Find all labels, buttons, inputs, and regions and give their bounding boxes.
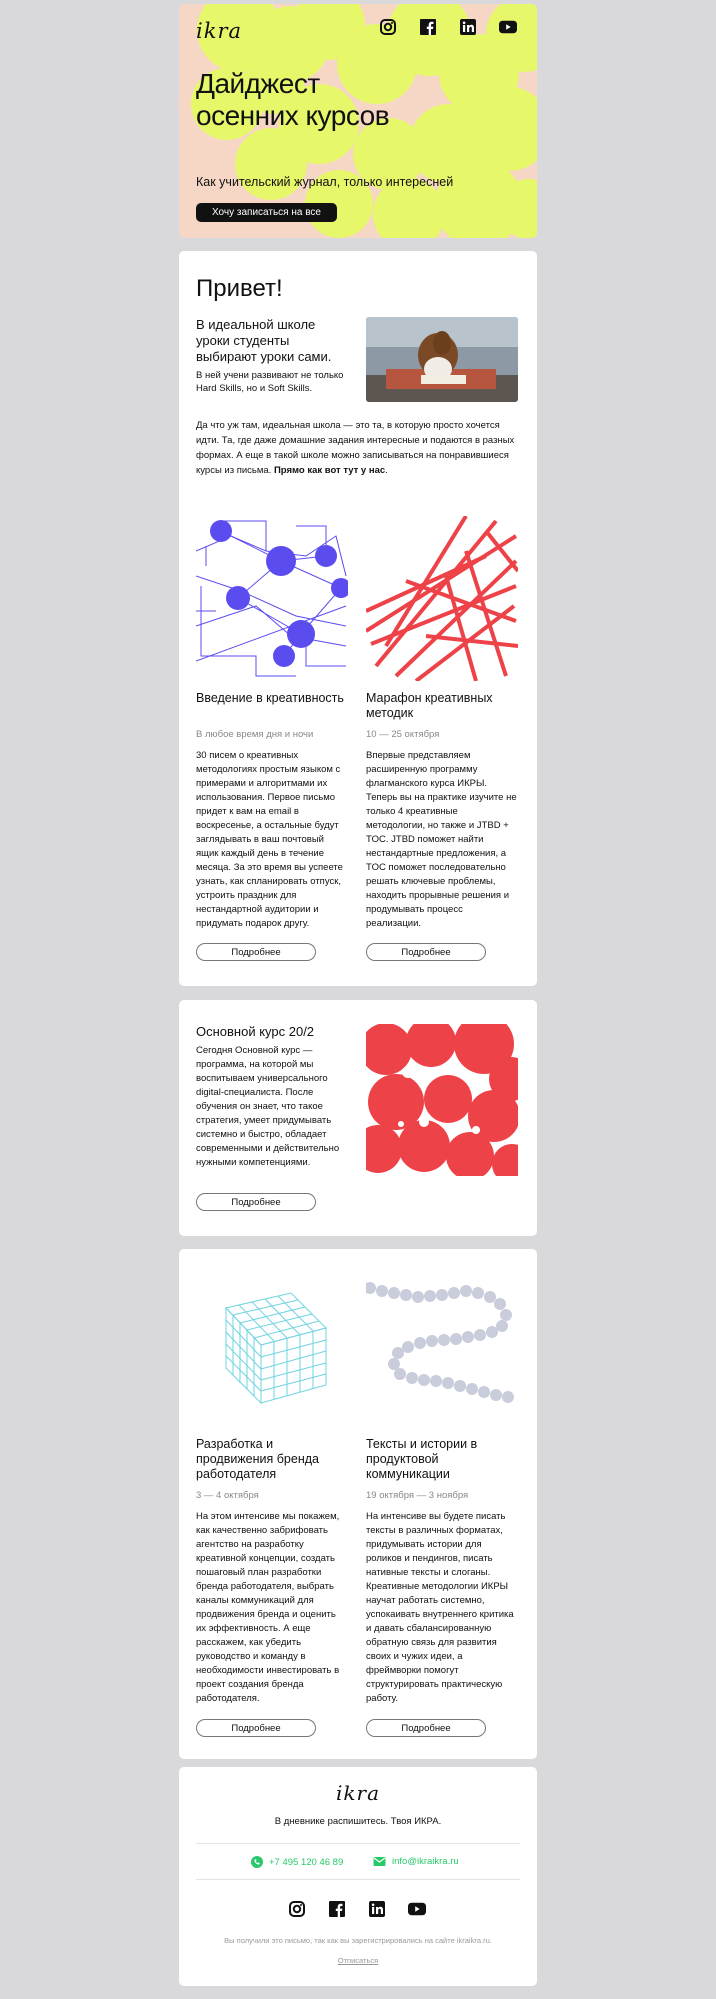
signup-all-button[interactable]: Хочу записаться на все [196,203,337,222]
greeting: Привет! [196,275,283,302]
unsubscribe-link[interactable]: Отписаться [337,1956,379,1965]
footer-logo[interactable]: ikra [336,1781,380,1805]
footer-email[interactable] [373,1856,459,1867]
intro-paragraph [196,418,520,478]
linkedin-icon[interactable] [368,1900,386,1918]
cube-illustration [196,1273,348,1413]
youtube-icon[interactable] [499,18,517,36]
red-lines-illustration [366,516,518,681]
intro-lead-sub: В ней учени развивают не только Hard Skills, но и Soft Skills. [196,370,344,394]
courses-card-2 [179,1249,537,1759]
intro-paragraph-end: . [385,465,388,476]
course-date-marathon: 10 — 25 октября [366,729,440,740]
hero-title: Дайджест осенних курсов [196,68,390,131]
course-title-marathon: Марафон креативных методик [366,691,493,720]
footer-social [288,1900,426,1918]
main-course-text: Сегодня Основной курс — программа, на которой мы воспитываем универсального digital-специалиста. После обучения он знает, что такое стратегия, умеет придумывать системно и быстро, обладает современными и действительно нужными компетенциями. [196,1045,340,1168]
course-date-creativity: В любое время дня и ночи [196,729,314,740]
facebook-icon[interactable] [328,1900,346,1918]
main-course-title: Основной курс 20/2 [196,1024,315,1039]
footer-phone-text: +7 495 120 46 89 [269,1856,344,1868]
footer-card [179,1767,537,1986]
hero-banner [179,4,537,238]
footer-email-text: info@ikraikra.ru [392,1856,459,1867]
linkedin-icon[interactable] [459,18,477,36]
more-button-marathon[interactable]: Подробнее [366,943,486,961]
intro-lead: В идеальной школе уроки студенты выбирают уроки сами. [196,317,332,364]
course-text-employer-brand: На этом интенсиве мы покажем, как качественно забрифовать агентство на разработку креативной концепции, создать пошаговый план разработки бренда работодателя, выбрать каналы коммуникаций для продвижения бренда и оценить их эффективность. А еще расскажем, как убедить руководство и команду в необходимости инвестировать в проект создания бренда работодателя. [196,1511,340,1704]
instagram-icon[interactable] [288,1900,306,1918]
instagram-icon[interactable] [379,18,397,36]
more-button-main-course[interactable]: Подробнее [196,1193,316,1211]
hero-social [379,18,517,36]
more-button-texts[interactable]: Подробнее [366,1719,486,1737]
phone-icon [251,1856,263,1868]
course-date-texts: 19 октября — 3 ноября [366,1490,469,1501]
mail-icon [373,1856,386,1867]
intro-card [179,251,537,986]
intro-paragraph-text: Да что уж там, идеальная школа — это та, в которую просто хочется идти. Та, где даже домашние задания интересные и подаются в разных формах. А еще в такой школе можно записываться на понравившиеся курсы из письма. [196,420,515,476]
footer-divider-top [196,1843,520,1844]
red-circles-illustration [366,1024,518,1176]
dog-photo [366,317,518,402]
more-button-creativity[interactable]: Подробнее [196,943,316,961]
footer-tagline: В дневнике распишитесь. Твоя ИКРА. [274,1816,442,1827]
intro-paragraph-bold: Прямо как вот тут у нас [273,465,386,476]
footer-divider-bottom [196,1879,520,1880]
course-text-marathon: Впервые представляем расширенную программу флагманского курса ИКРЫ. Теперь вы на практике изучите не только 4 креативные методологии, но также и JTBD + TOC. JTBD поможет найти нестандартные предложения, а TOC поможет последовательно решать ключевые проблемы, находить прорывные решения и продумывать процесс реализации. [366,750,517,929]
course-title-creativity: Введение в креативность [196,691,344,705]
youtube-icon[interactable] [408,1900,426,1918]
main-course-card [179,1000,537,1236]
course-title-employer-brand: Разработка и продвижения бренда работодателя [196,1437,319,1481]
network-illustration [196,516,348,681]
course-text-creativity: 30 писем о креативных методологиях простым языком с примерами и алгоритмами их использования. Первое письмо придет к вам на email в воскресенье, а остальные будут заглядывать в ваш почтовый ящик каждый день в течение месяца. За это время вы успеете узнать, как спланировать отпуск, устроить праздник для нестандартной аудитории и придумать подарок другу. [196,750,343,929]
footer-phone[interactable] [251,1856,343,1868]
ikra-logo[interactable]: ikra [196,19,242,43]
hero-subtitle: Как учительский журнал, только интересней [196,175,454,189]
grey-dots-illustration [366,1273,518,1413]
more-button-employer-brand[interactable]: Подробнее [196,1719,316,1737]
footer-note: Вы получили это письмо, так как вы зарегистрировались на сайте ikraikra.ru. [224,1936,492,1945]
course-text-texts: На интенсиве вы будете писать тексты в различных форматах, придумывать истории для роликов и пендингов, писать нативные тексты и слоганы. Креативные методологии ИКРЫ научат работать системно, успокаивать внутреннего критика и давать сбалансированную обратную связь для развития своих и чужих идеи, а фреймворки помогут структурировать практическую работу. [366,1511,514,1704]
facebook-icon[interactable] [419,18,437,36]
course-date-employer-brand: 3 — 4 октября [196,1490,259,1501]
course-title-texts: Тексты и истории в продуктовой коммуникации [366,1437,478,1481]
